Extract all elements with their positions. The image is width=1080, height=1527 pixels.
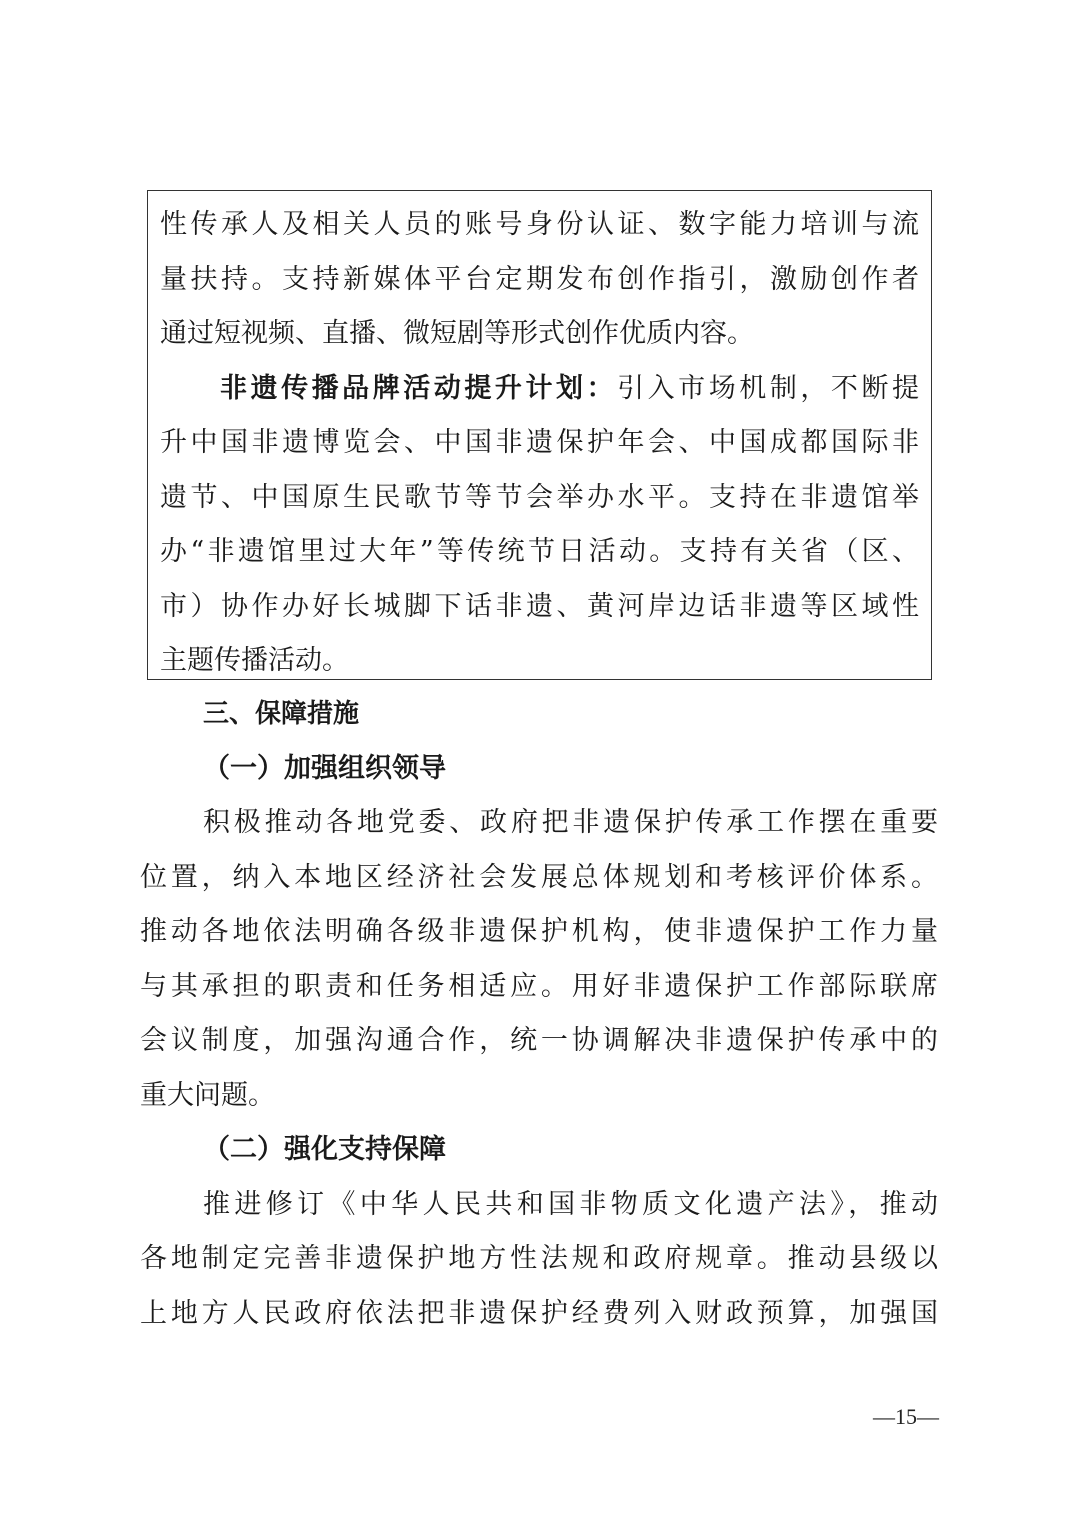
highlight-box <box>147 190 932 680</box>
box-plan-line <box>160 362 919 417</box>
box-line: 办“非遗馆里过大年”等传统节日活动。支持有关省（区、 <box>160 536 919 567</box>
box-line: 主题传播活动。 <box>160 645 349 676</box>
subsection-heading-1: （一）加强组织领导 <box>203 752 446 784</box>
box-line: 量扶持。支持新媒体平台定期发布创作指引，激励创作者 <box>160 263 919 295</box>
paragraph-line: 各地制定完善非遗保护地方性法规和政府规章。推动县级以 <box>140 1243 938 1274</box>
section-heading: 三、保障措施 <box>203 699 360 729</box>
paragraph-line: 上地方人民政府依法把非遗保护经费列入财政预算，加强国 <box>140 1297 938 1329</box>
subsection-heading-2: （二）强化支持保障 <box>203 1134 446 1165</box>
paragraph-line: 推进修订《中华人民共和国非物质文化遗产法》，推动 <box>203 1188 938 1220</box>
body-text <box>140 687 938 1341</box>
page-number: —15— <box>873 1404 939 1429</box>
box-line: 通过短视频、直播、微短剧等形式创作优质内容。 <box>160 318 754 349</box>
paragraph-line: 推动各地依法明确各级非遗保护机构，使非遗保护工作力量 <box>140 916 938 947</box>
box-line: 升中国非遗博览会、中国非遗保护年会、中国成都国际非 <box>160 427 919 458</box>
box-line: 遗节、中国原生民歌节等节会举办水平。支持在非遗馆举 <box>160 481 919 513</box>
paragraph-line: 积极推动各地党委、政府把非遗保护传承工作摆在重要 <box>203 807 938 838</box>
paragraph-line: 重大问题。 <box>140 1079 275 1111</box>
paragraph-line: 会议制度，加强沟通合作，统一协调解决非遗保护传承中的 <box>140 1025 938 1056</box>
box-line: 市）协作办好长城脚下话非遗、黄河岸边话非遗等区域性 <box>160 590 919 622</box>
paragraph-line: 位置，纳入本地区经济社会发展总体规划和考核评价体系。 <box>140 861 938 893</box>
paragraph-line: 与其承担的职责和任务相适应。用好非遗保护工作部际联席 <box>140 970 938 1002</box>
box-line: 性传承人及相关人员的账号身份认证、数字能力培训与流 <box>160 209 919 240</box>
plan-title: 非遗传播品牌活动提升计划： <box>220 372 618 404</box>
plan-text: 引入市场机制，不断提 <box>617 372 920 404</box>
